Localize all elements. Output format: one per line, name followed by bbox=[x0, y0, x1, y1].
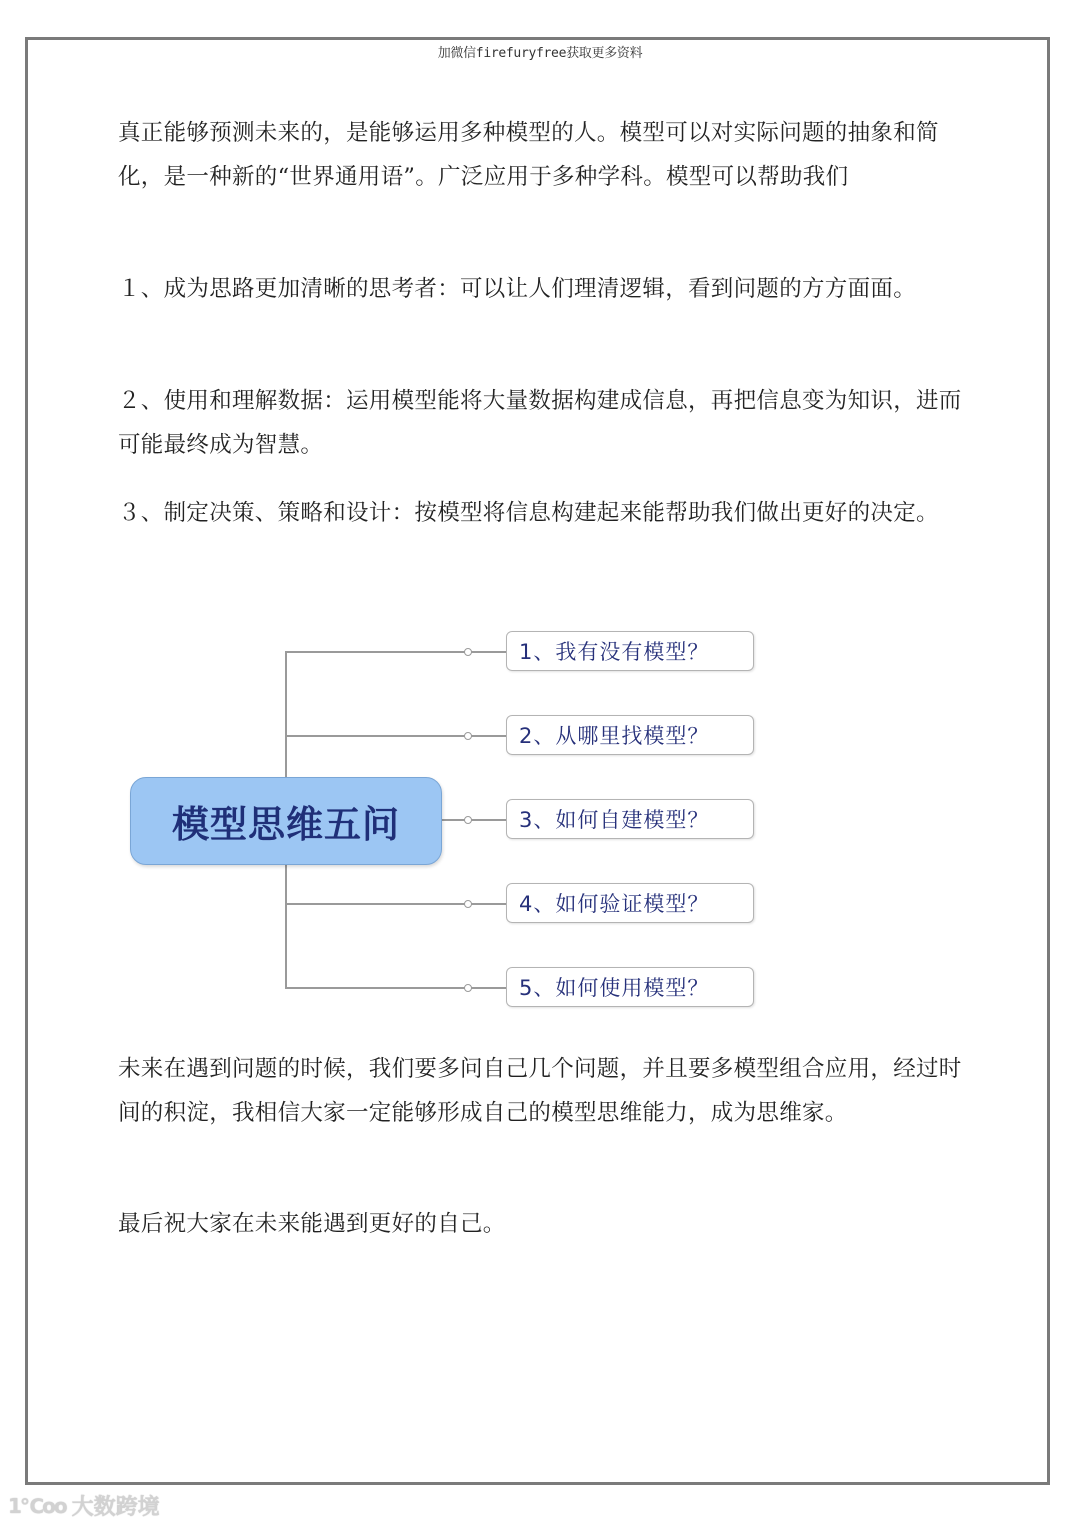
intro-paragraph: 真正能够预测未来的，是能够运用多种模型的人。模型可以对实际问题的抽象和简化，是一种新的“世界通用语”。广泛应用于多种学科。模型可以帮助我们 bbox=[118, 120, 939, 190]
branch-line-1 bbox=[285, 651, 506, 653]
connector-dot-icon bbox=[464, 648, 472, 656]
list-item-2: ２、使用和理解数据：运用模型能将大量数据构建成信息，再把信息变为知识，进而可能最终成为智慧。 bbox=[118, 388, 962, 458]
mind-map-node-4: 4、如何验证模型？ bbox=[506, 883, 754, 923]
watermark-logo-icon: 1℃oo bbox=[8, 1493, 66, 1518]
connector-dot-icon bbox=[464, 984, 472, 992]
mind-map-node-2: 2、从哪里找模型？ bbox=[506, 715, 754, 755]
branch-line-5 bbox=[285, 987, 506, 989]
final-paragraph: 最后祝大家在未来能遇到更好的自己。 bbox=[118, 1211, 506, 1237]
connector-dot-icon bbox=[464, 816, 472, 824]
mind-map-node-5: 5、如何使用模型？ bbox=[506, 967, 754, 1007]
list-item-3: ３、制定决策、策略和设计：按模型将信息构建起来能帮助我们做出更好的决定。 bbox=[118, 500, 939, 526]
trunk-line-top bbox=[285, 651, 287, 777]
watermark bbox=[8, 1490, 160, 1521]
branch-line-4 bbox=[285, 903, 506, 905]
connector-dot-icon bbox=[464, 900, 472, 908]
mind-map-node-1: 1、我有没有模型？ bbox=[506, 631, 754, 671]
closing-paragraph: 未来在遇到问题的时候，我们要多问自己几个问题，并且要多模型组合应用，经过时间的积淀，我相信大家一定能够形成自己的模型思维能力，成为思维家。 bbox=[118, 1056, 962, 1126]
header-note: 加微信firefuryfree获取更多资料 bbox=[437, 46, 643, 61]
mind-map-node-3: 3、如何自建模型？ bbox=[506, 799, 754, 839]
trunk-line-bottom bbox=[285, 863, 287, 989]
watermark-text: 大数跨境 bbox=[71, 1495, 160, 1520]
connector-dot-icon bbox=[464, 732, 472, 740]
list-item-1: １、成为思路更加清晰的思考者：可以让人们理清逻辑，看到问题的方方面面。 bbox=[118, 276, 917, 302]
mind-map-diagram bbox=[120, 615, 780, 1025]
mind-map-center-node: 模型思维五问 bbox=[130, 777, 442, 865]
branch-line-3 bbox=[440, 819, 506, 821]
branch-line-2 bbox=[285, 735, 506, 737]
